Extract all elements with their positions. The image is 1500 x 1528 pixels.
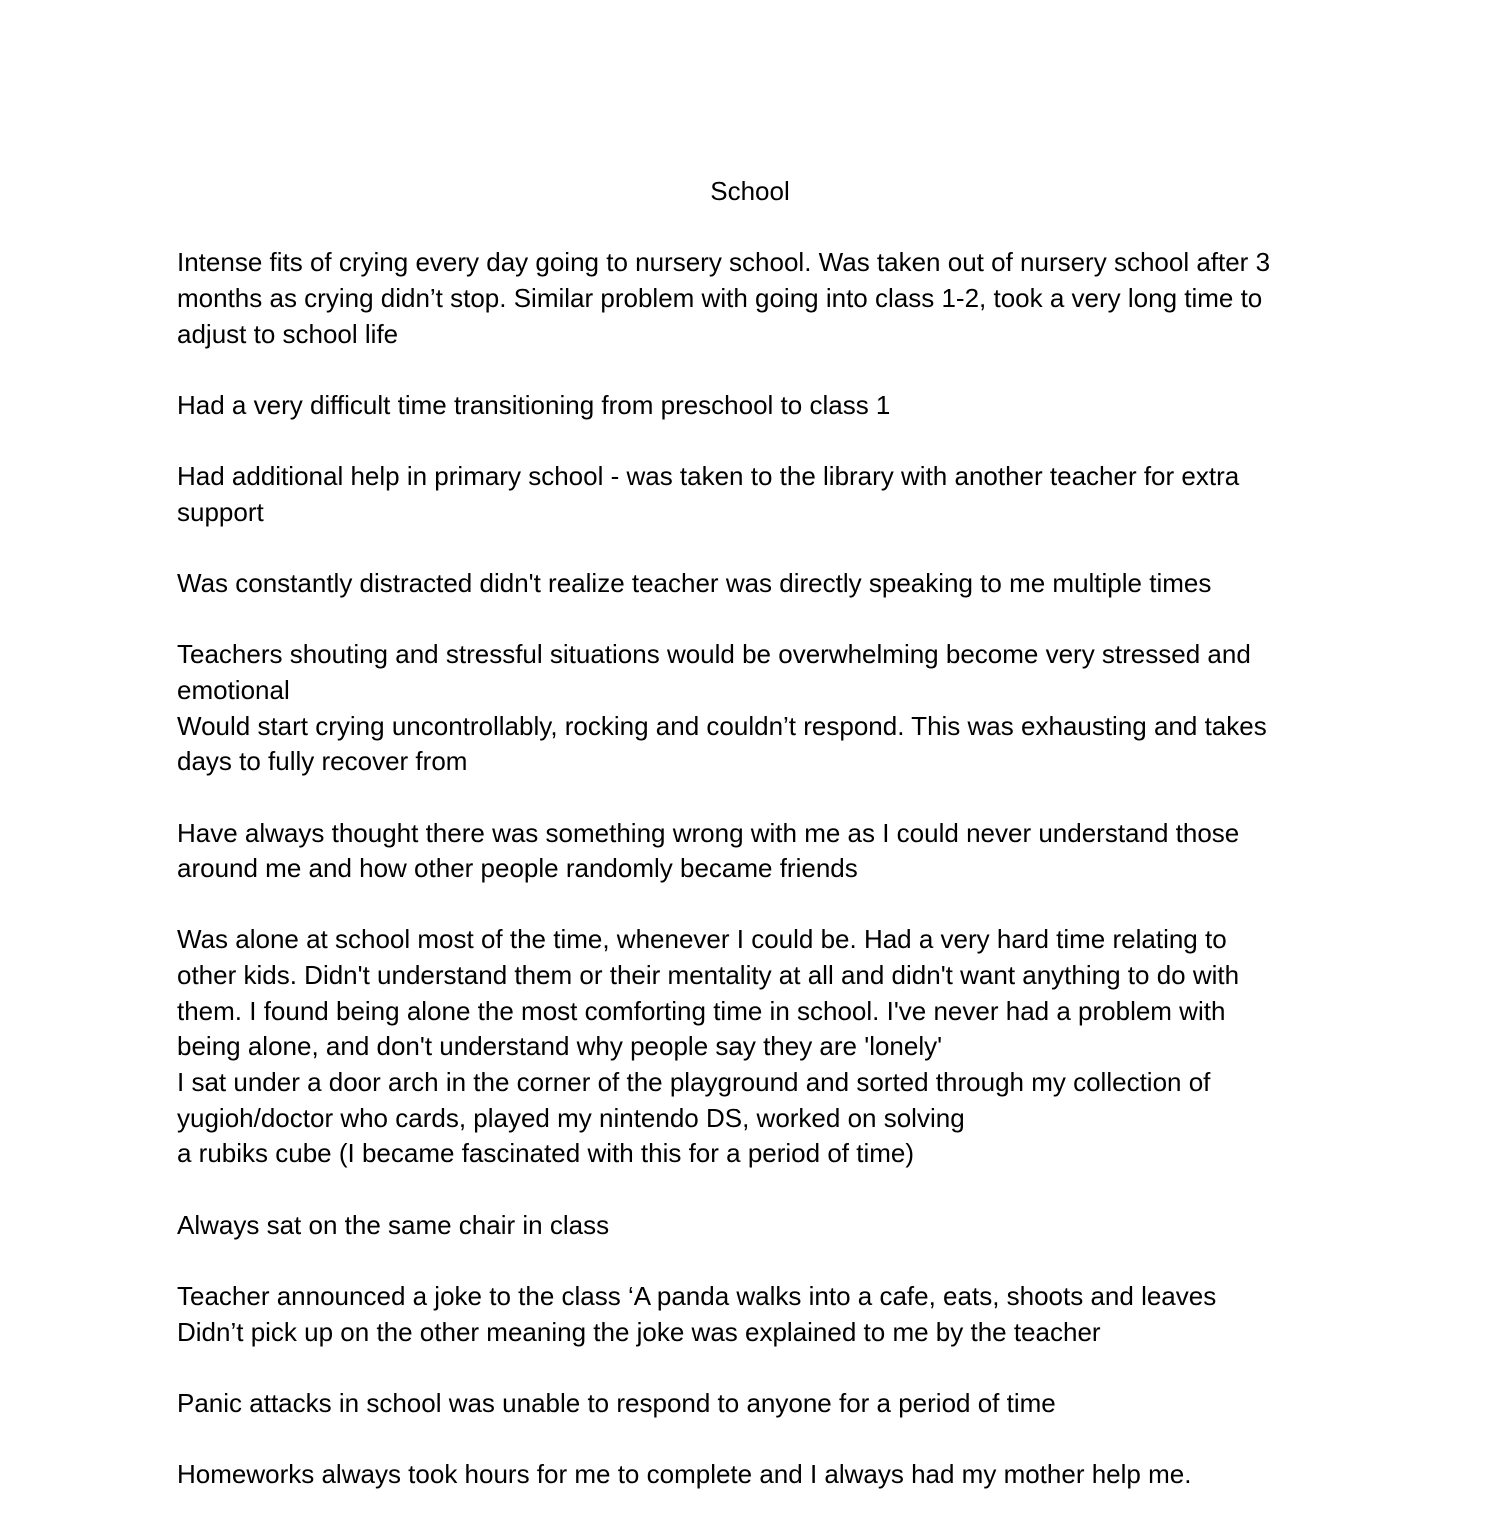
text-line: Had a very difficult time transitioning from preschool to class 1: [177, 389, 891, 420]
document-title: School: [710, 176, 790, 206]
text-line: Homeworks always took hours for me to complete and I always had my mother help me.: [177, 1459, 1192, 1490]
paragraph: [177, 637, 1327, 780]
text-line: Intense fits of crying every day going to nursery school. Was taken out of nursery school after 3: [177, 247, 1271, 278]
text-line: Didn’t pick up on the other meaning the joke was explained to me by the teacher: [177, 1316, 1101, 1347]
paragraph: [177, 1208, 1327, 1244]
text-line: being alone, and don't understand why people say they are 'lonely': [177, 1031, 943, 1062]
text-line: adjust to school life: [177, 318, 399, 349]
paragraph: [177, 388, 1327, 424]
paragraph: [177, 459, 1327, 530]
text-line: around me and how other people randomly became friends: [177, 853, 858, 884]
text-line: Panic attacks in school was unable to respond to anyone for a period of time: [177, 1387, 1056, 1418]
paragraph: [177, 816, 1327, 887]
text-line: Always sat on the same chair in class: [177, 1209, 610, 1240]
text-line: Teacher announced a joke to the class ‘A panda walks into a cafe, eats, shoots and leaves: [177, 1280, 1217, 1311]
text-line: Had additional help in primary school - was taken to the library with another teacher for extra: [177, 461, 1240, 492]
text-line: yugioh/doctor who cards, played my nintendo DS, worked on solving: [177, 1102, 965, 1133]
text-line: days to fully recover from: [177, 746, 468, 777]
paragraph: [177, 1457, 1327, 1493]
text-line: other kids. Didn't understand them or their mentality at all and didn't want anything to do with: [177, 960, 1240, 991]
paragraph: [177, 922, 1327, 1171]
text-line: Was alone at school most of the time, whenever I could be. Had a very hard time relating to: [177, 924, 1227, 955]
paragraph: [177, 1279, 1327, 1350]
text-line: Teachers shouting and stressful situations would be overwhelming become very stressed and: [177, 639, 1251, 670]
text-line: Would start crying uncontrollably, rocking and couldn’t respond. This was exhausting and takes: [177, 710, 1267, 741]
text-line: Have always thought there was something wrong with me as I could never understand those: [177, 817, 1240, 848]
text-line: I sat under a door arch in the corner of the playground and sorted through my collection of: [177, 1067, 1211, 1098]
text-line: support: [177, 496, 264, 527]
text-line: emotional: [177, 674, 290, 705]
paragraph: [177, 566, 1327, 602]
paragraph: [177, 245, 1327, 352]
paragraph: [177, 1386, 1327, 1422]
text-line: months as crying didn’t stop. Similar problem with going into class 1-2, took a very long time to: [177, 282, 1263, 313]
document-page: [177, 174, 1327, 1528]
text-line: a rubiks cube (I became fascinated with this for a period of time): [177, 1138, 915, 1169]
text-line: Was constantly distracted didn't realize teacher was directly speaking to me multiple times: [177, 568, 1212, 599]
document-body: [177, 245, 1327, 1492]
text-line: them. I found being alone the most comforting time in school. I've never had a problem with: [177, 995, 1226, 1026]
